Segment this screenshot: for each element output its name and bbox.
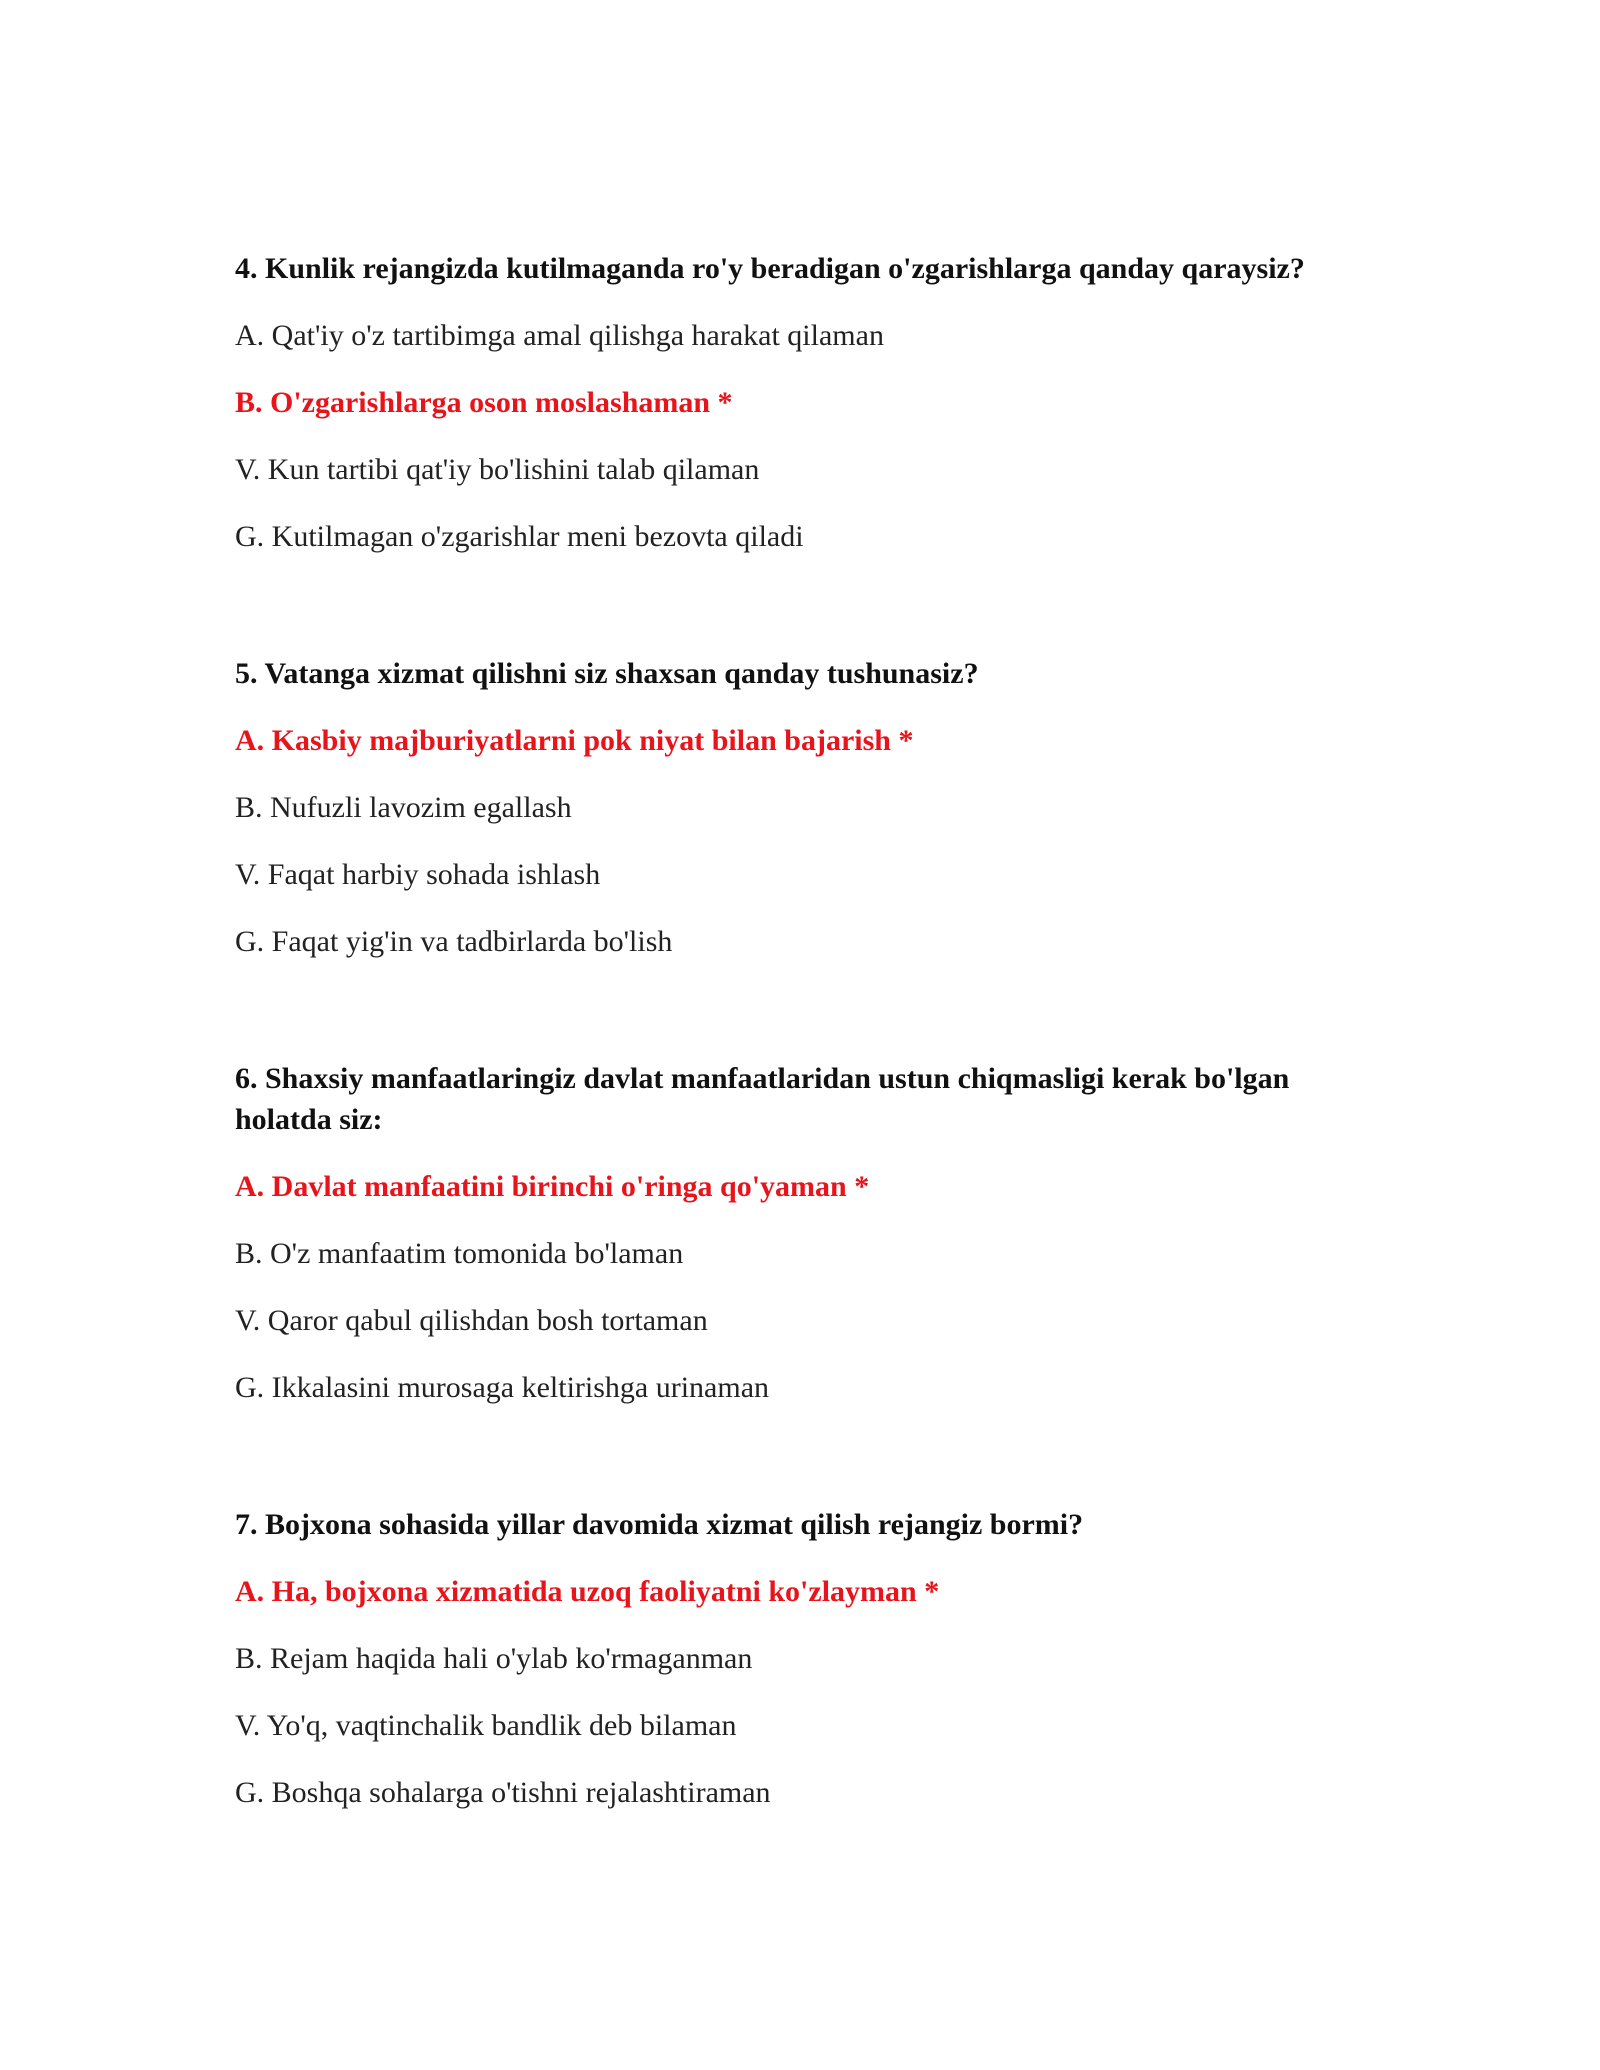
answer-option-g: G. Boshqa sohalarga o'tishni rejalashtiraman xyxy=(235,1776,771,1809)
answer-option-g: G. Kutilmagan o'zgarishlar meni bezovta qiladi xyxy=(235,520,804,553)
question-block-7 xyxy=(235,1504,1375,1813)
question-text: 7. Bojxona sohasida yillar davomida xizmat qilish rejangiz bormi? xyxy=(235,1508,1084,1541)
answer-option-v: V. Yo'q, vaqtinchalik bandlik deb bilaman xyxy=(235,1709,737,1742)
question-text: 5. Vatanga xizmat qilishni siz shaxsan qanday tushunasiz? xyxy=(235,657,979,690)
question-block-4 xyxy=(235,248,1375,557)
question-text: 6. Shaxsiy manfaatlaringiz davlat manfaatlaridan ustun chiqmasligi kerak bo'lgan holatda siz: xyxy=(235,1062,1290,1136)
answer-option-g: G. Ikkalasini murosaga keltirishga urinaman xyxy=(235,1371,770,1404)
answer-option-v: V. Qaror qabul qilishdan bosh tortaman xyxy=(235,1304,708,1337)
question-text: 4. Kunlik rejangizda kutilmaganda ro'y beradigan o'zgarishlarga qanday qaraysiz? xyxy=(235,252,1305,285)
answer-option-v: V. Faqat harbiy sohada ishlash xyxy=(235,858,601,891)
answer-option-a-correct: A. Davlat manfaatini birinchi o'ringa qo'yaman * xyxy=(235,1170,870,1203)
answer-option-b: B. O'z manfaatim tomonida bo'laman xyxy=(235,1237,684,1270)
question-block-6 xyxy=(235,1058,1375,1408)
answer-option-b-correct: B. O'zgarishlarga oson moslashaman * xyxy=(235,386,733,419)
answer-option-a-correct: A. Kasbiy majburiyatlarni pok niyat bilan bajarish * xyxy=(235,724,914,757)
document-page xyxy=(235,248,1375,1909)
question-block-5 xyxy=(235,653,1375,962)
answer-option-a-correct: A. Ha, bojxona xizmatida uzoq faoliyatni ko'zlayman * xyxy=(235,1575,940,1608)
answer-option-v: V. Kun tartibi qat'iy bo'lishini talab qilaman xyxy=(235,453,760,486)
answer-option-a: A. Qat'iy o'z tartibimga amal qilishga harakat qilaman xyxy=(235,319,884,352)
answer-option-b: B. Nufuzli lavozim egallash xyxy=(235,791,572,824)
answer-option-b: B. Rejam haqida hali o'ylab ko'rmaganman xyxy=(235,1642,753,1675)
answer-option-g: G. Faqat yig'in va tadbirlarda bo'lish xyxy=(235,925,673,958)
